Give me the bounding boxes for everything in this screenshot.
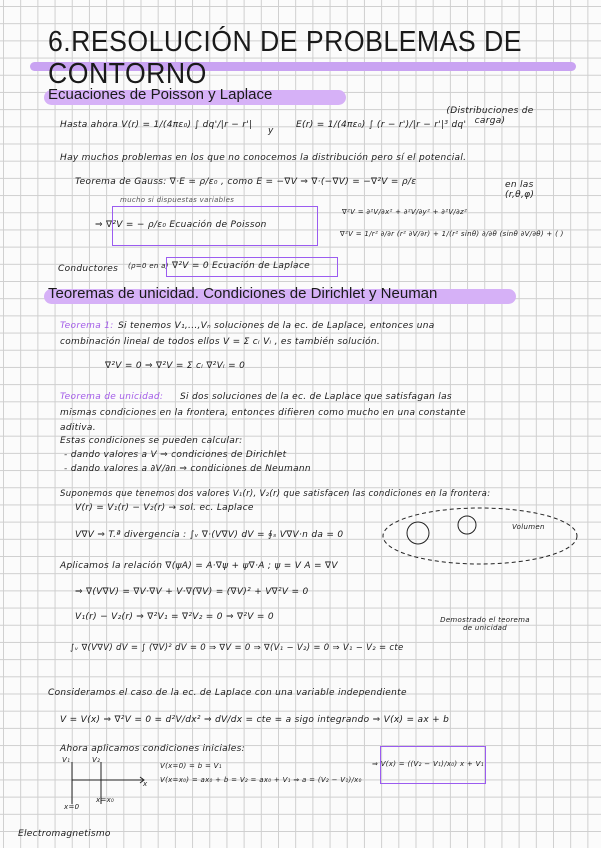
- conductors-note: (ρ=0 en a): [128, 262, 169, 270]
- equation: V₁(r) − V₂(r) ⇒ ∇²V₁ = ∇²V₂ = 0 ⇒ ∇²V = 0: [75, 612, 274, 622]
- equation: V(r) = V₁(r) − V₂(r) → sol. ec. Laplace: [75, 503, 254, 513]
- field-formula: E(r) = 1/(4πε₀) ∫ (r − r')/|r − r'|³ dq': [296, 120, 467, 130]
- volume-diagram: [380, 505, 580, 567]
- page-title: 6.RESOLUCIÓN DE PROBLEMAS DE CONTORNO: [48, 26, 522, 90]
- text-line: Estas condiciones se pueden calcular:: [60, 436, 243, 446]
- coord-note: en las (r,θ,φ): [505, 180, 535, 200]
- section-heading-uniqueness: Teoremas de unicidad. Condiciones de Dirichlet y Neuman: [48, 285, 438, 302]
- theorem1-label: Teorema 1:: [60, 321, 114, 331]
- text-line: Si tenemos V₁,...,Vₙ soluciones de la ec. de Laplace, entonces una: [118, 321, 435, 331]
- condition: V(x=x₀) = ax₀ + b = V₂ = ax₀ + V₁ ⇒ a = (V₂ − V₁)/x₀: [160, 776, 362, 784]
- equation: ∫ᵥ ∇(V∇V) dV = ∫ (∇V)² dV = 0 ⇒ ∇V = 0 ⇒ ∇(V₁ − V₂) = 0 ⇒ V₁ − V₂ = cte: [70, 643, 404, 653]
- gauss-theorem: Teorema de Gauss: ∇·E = ρ/ε₀ , como E = −∇V ⇒ ∇·(−∇V) = −∇²V = ρ/ε: [75, 177, 417, 187]
- distributions-note: (Distribuciones de carga): [446, 106, 534, 126]
- text-line: combinación lineal de todos ellos V = Σ cᵢ Vᵢ , es también solución.: [60, 337, 381, 347]
- result-equation: ⇒ V(x) = ((V₂ − V₁)/x₀) x + V₁: [372, 760, 484, 768]
- xx0-label: x=x₀: [96, 796, 115, 804]
- text-line: Suponemos que tenemos dos valores V₁(r), V₂(r) que satisfacen las condiciones en la frontera:: [60, 489, 491, 499]
- equation: V = V(x) ⇒ ∇²V = 0 = d²V/dx² ⇒ dV/dx = cte = a sigo integrando ⇒ V(x) = ax + b: [60, 715, 450, 725]
- poisson-equation: ⇒ ∇²V = − ρ/ε₀ Ecuación de Poisson: [95, 220, 267, 230]
- v2-label: V₂: [92, 756, 101, 764]
- footer-subject: Electromagnetismo: [18, 829, 111, 839]
- text-line: Ahora aplicamos condiciones iniciales:: [60, 744, 245, 754]
- x-axis-label: x: [143, 780, 148, 788]
- v1-label: V₁: [62, 756, 71, 764]
- text-line: Si dos soluciones de la ec. de Laplace que satisfagan las: [180, 392, 452, 402]
- proved-note: Demostrado el teorema de unicidad: [440, 616, 530, 632]
- equation: ∇²V = 0 ⇒ ∇²V = Σ cᵢ ∇²Vᵢ = 0: [105, 361, 246, 371]
- potential-formula: Hasta ahora V(r) = 1/(4πε₀) ∫ dq'/|r − r'|: [60, 120, 253, 130]
- laplace-equation: ∇²V = 0 Ecuación de Laplace: [172, 261, 310, 271]
- list-item: - dando valores a ∂V/∂n ⇒ condiciones de Neumann: [64, 464, 311, 474]
- text-line: mismas condiciones en la frontera, entonces difieren como mucho en una constante: [60, 408, 466, 418]
- laplacian-cartesian: ∇²V = ∂²V/∂x² + ∂²V/∂y² + ∂²V/∂z²: [342, 208, 468, 216]
- note: mucho si dispuestas variables: [120, 196, 235, 204]
- list-item: - dando valores a V ⇒ condiciones de Dirichlet: [64, 450, 287, 460]
- laplacian-spherical: ∇²V = 1/r² ∂/∂r (r² ∂V/∂r) + 1/(r² sinθ) ∂/∂θ (sinθ ∂V/∂θ) + ( ): [340, 230, 564, 238]
- conductors-label: Conductores: [58, 264, 119, 274]
- text-line: Consideramos el caso de la ec. de Laplace con una variable independiente: [48, 688, 407, 698]
- conjunction: y: [268, 126, 274, 136]
- text-line: Hay muchos problemas en los que no conocemos la distribución pero sí el potencial.: [60, 153, 467, 163]
- text-line: aditiva.: [60, 423, 96, 433]
- x0-label: x=0: [64, 803, 80, 811]
- condition: V(x=0) = b = V₁: [160, 762, 222, 770]
- equation: ⇒ ∇(V∇V) = ∇V·∇V + V·∇(∇V) = (∇V)² + V∇²V = 0: [75, 587, 309, 597]
- equation: Aplicamos la relación ∇(ψA) = A·∇ψ + ψ∇·A ; ψ = V A = ∇V: [60, 561, 338, 571]
- volume-label: Volumen: [512, 523, 545, 531]
- equation: V∇V ⇒ T.ª divergencia : ∫ᵥ ∇·(V∇V) dV = ∮ₛ V∇V·n da = 0: [75, 530, 344, 540]
- section-heading-poisson: Ecuaciones de Poisson y Laplace: [48, 86, 273, 103]
- uniqueness-label: Teorema de unicidad:: [60, 392, 164, 402]
